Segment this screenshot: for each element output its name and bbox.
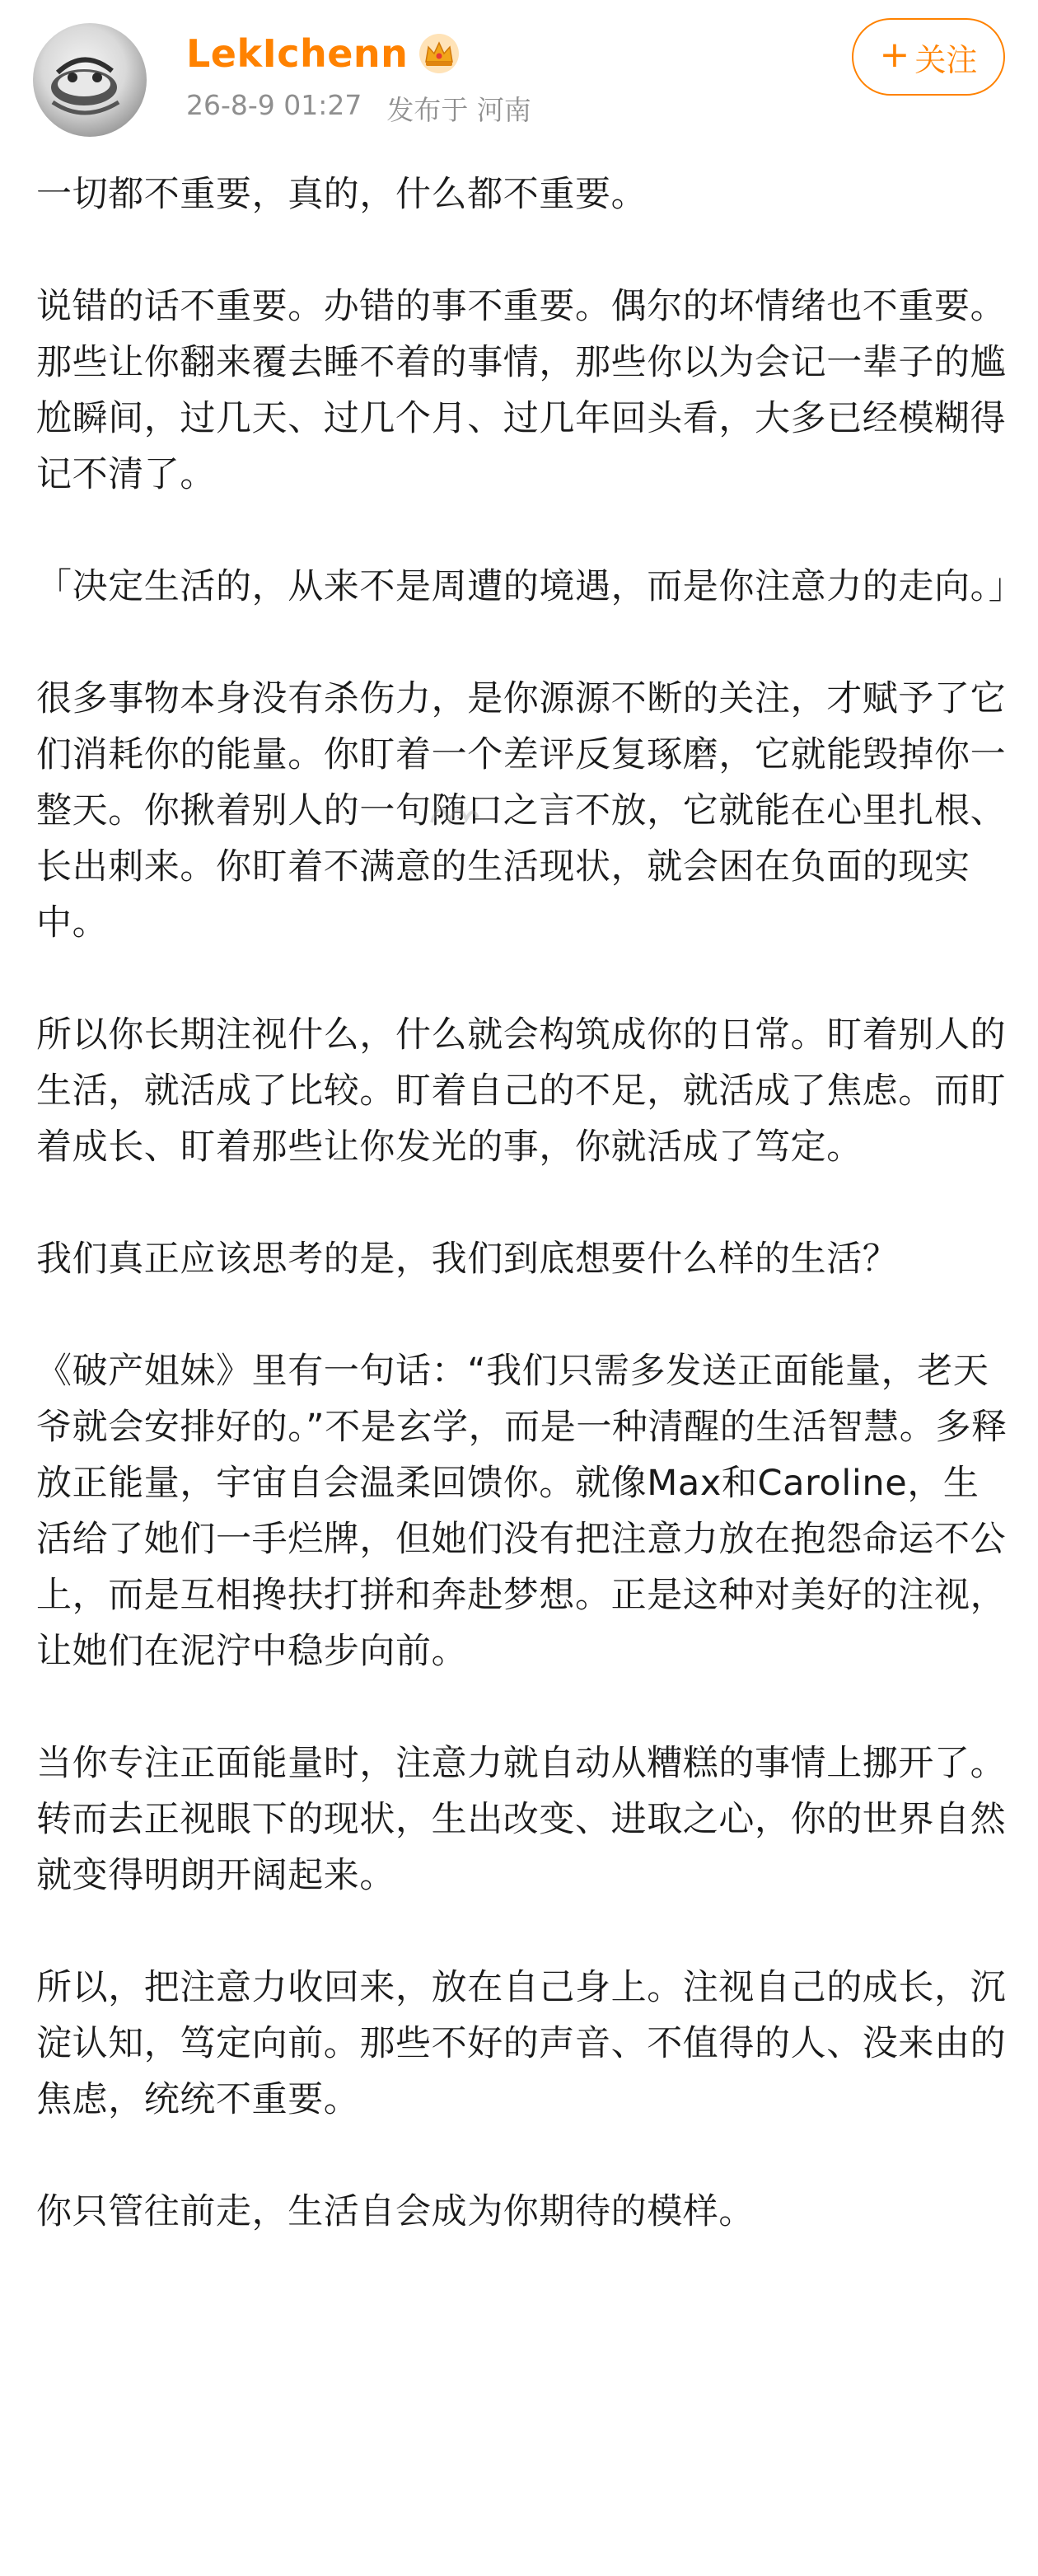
paragraph: 很多事物本身没有杀伤力，是你源源不断的关注，才赋予了它们消耗你的能量。你盯着一个差评反复琢磨，它就能毁掉你一整天。你揪着别人的一句随口之言不放，它就能在心里扎根、长出刺来。你盯着不满意的生活现状，就会困在负面的现实中。 [36,678,1007,944]
crown-icon [418,32,461,75]
author-avatar[interactable] [33,23,147,137]
paragraph: 当你专注正面能量时，注意力就自动从糟糕的事情上挪开了。转而去正视眼下的现状，生出改变、进取之心，你的世界自然就变得明朗开阔起来。 [36,1743,1007,1896]
paragraph: 所以你长期注视什么，什么就会构筑成你的日常。盯着别人的生活，就活成了比较。盯着自己的不足，就活成了焦虑。而盯着成长、盯着那些让你发光的事，你就活成了笃定。 [36,1014,1007,1168]
paragraph: 你只管往前走，生活自会成为你期待的模样。 [36,2191,755,2232]
paragraph: 我们真正应该思考的是，我们到底想要什么样的生活？ [36,1239,899,1280]
follow-button[interactable] [852,18,1005,96]
paragraph: 说错的话不重要。办错的事不重要。偶尔的坏情绪也不重要。那些让你翻来覆去睡不着的事情，那些你以为会记一辈子的尴尬瞬间，过几天、过几个月、过几年回头看，大多已经模糊得记不清了。 [36,286,1007,495]
paragraph: 《破产姐妹》里有一句话：“我们只需多发送正面能量，老天爷就会安排好的。”不是玄学，而是一种清醒的生活智慧。多释放正能量，宇宙自会温柔回馈你。就像Max和Caroline，生活给了她们一手烂牌，但她们没有把注意力放在抱怨命运不公上，而是互相搀扶打拼和奔赴梦想。正是这种对美好的注视，让她们在泥泞中稳步向前。 [36,1351,1008,1672]
post-meta [186,89,531,128]
post-location: 发布于 河南 [386,94,531,126]
author-row [186,25,461,82]
avatar-image [33,23,147,137]
watermark-icon [425,789,483,839]
paragraph: 所以，把注意力收回来，放在自己身上。注视自己的成长，沉淀认知，笃定向前。那些不好的声音、不值得的人、没来由的焦虑，统统不重要。 [36,1967,1007,2120]
author-name[interactable]: LekIchenn [186,31,409,76]
post-header [0,0,1038,157]
paragraph: 「决定生活的，从来不是周遭的境遇，而是你注意力的走向。」 [36,566,1025,607]
post-body [36,166,1025,2296]
post-date: 26-8-9 01:27 [186,89,362,121]
paragraph: 一切都不重要，真的，什么都不重要。 [36,174,648,215]
plus-icon: + [879,34,910,76]
follow-label: 关注 [914,41,978,78]
